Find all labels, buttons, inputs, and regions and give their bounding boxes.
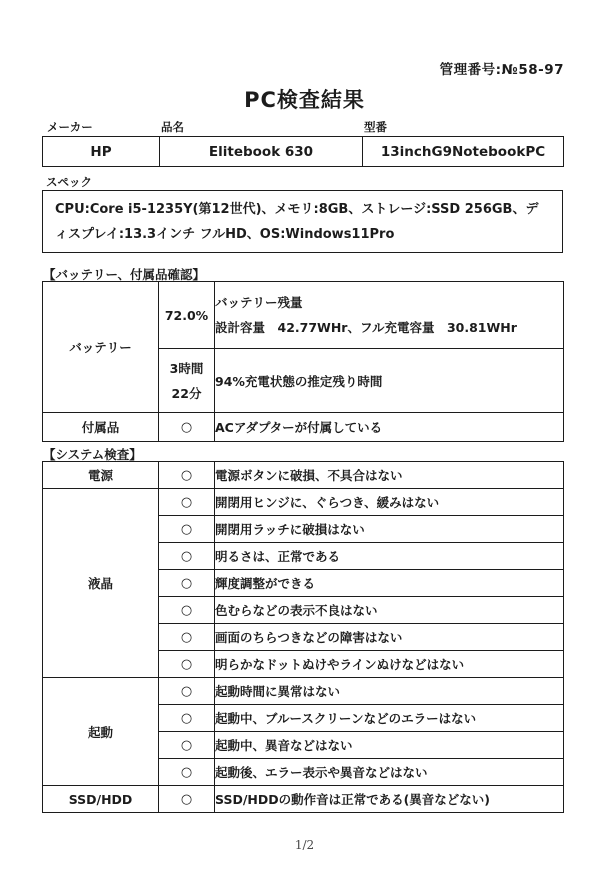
- check-desc: 開閉用ヒンジに、ぐらつき、緩みはない: [215, 489, 564, 516]
- check-mark: ○: [159, 597, 215, 624]
- check-row: [43, 462, 564, 489]
- battery-charge-desc-line1: バッテリー残量: [215, 295, 303, 310]
- system-check-table: [42, 461, 564, 813]
- check-desc: 起動後、エラー表示や異音などはない: [215, 759, 564, 786]
- battery-runtime-value: [159, 349, 215, 413]
- check-row: [43, 489, 564, 516]
- check-desc: 電源ボタンに破損、不具合はない: [215, 462, 564, 489]
- check-mark: ○: [159, 624, 215, 651]
- battery-table: [42, 281, 564, 442]
- check-category-power: 電源: [43, 462, 159, 489]
- battery-runtime-hours: 3時間: [169, 360, 204, 376]
- check-category-lcd: 液晶: [43, 489, 159, 678]
- product-name-value: Elitebook 630: [160, 137, 363, 167]
- check-desc: 明らかなドットぬけやラインぬけなどはない: [215, 651, 564, 678]
- page-title: PC検査結果: [244, 88, 365, 112]
- battery-runtime-desc: 94%充電状態の推定残り時間: [215, 349, 564, 413]
- check-desc: SSD/HDDの動作音は正常である(異音などない): [215, 786, 564, 813]
- check-category-boot: 起動: [43, 678, 159, 786]
- table-row: [43, 137, 564, 167]
- check-mark: ○: [159, 651, 215, 678]
- check-row: [43, 786, 564, 813]
- accessory-check-mark: ○: [159, 413, 215, 442]
- check-mark: ○: [159, 786, 215, 813]
- accessory-desc: ACアダプターが付属している: [215, 413, 564, 442]
- product-name-label: 品名: [161, 120, 184, 134]
- check-mark: ○: [159, 570, 215, 597]
- check-mark: ○: [159, 489, 215, 516]
- check-desc: 明るさは、正常である: [215, 543, 564, 570]
- spec-text: CPU:Core i5-1235Y(第12世代)、メモリ:8GB、ストレージ:SSD 256GB、ディスプレイ:13.3インチ フルHD、OS:Windows11Pro: [55, 202, 539, 242]
- battery-charge-desc: [215, 282, 564, 349]
- check-desc: 輝度調整ができる: [215, 570, 564, 597]
- header-table: [42, 136, 564, 167]
- check-desc: 色むらなどの表示不良はない: [215, 597, 564, 624]
- check-desc: 開閉用ラッチに破損はない: [215, 516, 564, 543]
- management-number: 管理番号:№58-97: [439, 62, 564, 78]
- model-number-label: 型番: [364, 120, 387, 134]
- check-desc: 画面のちらつきなどの障害はない: [215, 624, 564, 651]
- check-desc: 起動時間に異常はない: [215, 678, 564, 705]
- battery-runtime-minutes: 22分: [171, 385, 202, 401]
- system-section-heading: 【システム検査】: [43, 447, 142, 462]
- spec-label: スペック: [46, 175, 92, 189]
- check-mark: ○: [159, 705, 215, 732]
- check-category-ssd-hdd: SSD/HDD: [43, 786, 159, 813]
- model-number-value: 13inchG9NotebookPC: [363, 137, 564, 167]
- spec-box: [42, 190, 563, 253]
- check-mark: ○: [159, 678, 215, 705]
- page-number: 1/2: [294, 838, 315, 852]
- maker-value: HP: [43, 137, 160, 167]
- check-row: [43, 678, 564, 705]
- check-desc: 起動中、ブルースクリーンなどのエラーはない: [215, 705, 564, 732]
- check-desc: 起動中、異音などはない: [215, 732, 564, 759]
- battery-charge-desc-line2: 設計容量 42.77WHr、フル充電容量 30.81WHr: [215, 320, 517, 335]
- check-mark: ○: [159, 462, 215, 489]
- battery-charge-value: 72.0%: [159, 282, 215, 349]
- check-mark: ○: [159, 543, 215, 570]
- check-mark: ○: [159, 759, 215, 786]
- battery-section-heading: 【バッテリー、付属品確認】: [43, 267, 206, 282]
- table-row: [43, 282, 564, 349]
- table-row: [43, 413, 564, 442]
- check-mark: ○: [159, 516, 215, 543]
- check-mark: ○: [159, 732, 215, 759]
- accessory-category: 付属品: [43, 413, 159, 442]
- battery-category: バッテリー: [43, 282, 159, 413]
- maker-label: メーカー: [47, 120, 93, 134]
